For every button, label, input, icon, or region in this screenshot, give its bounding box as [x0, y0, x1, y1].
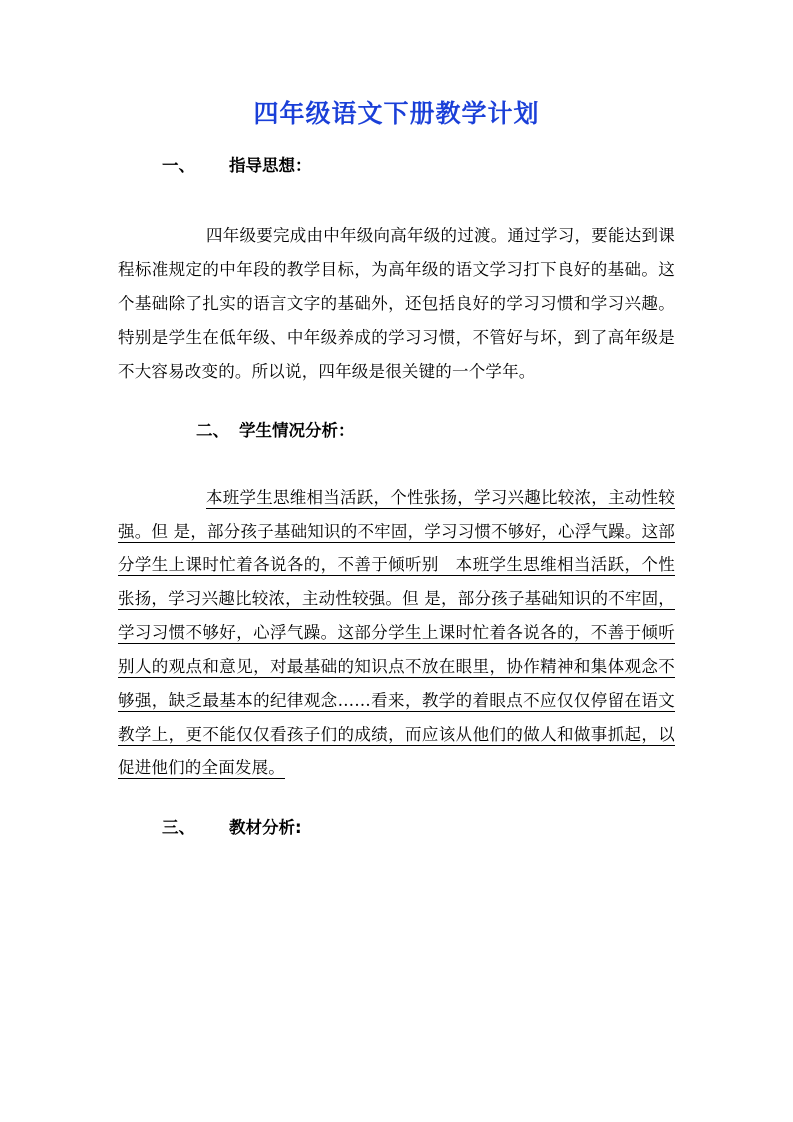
section-number: 二、	[196, 421, 229, 441]
section-number: 三、	[162, 818, 195, 838]
section-heading-guiding-thought	[118, 153, 675, 179]
section-body-text: 本班学生思维相当活跃，个性张扬，学习兴趣比较浓，主动性较强。但 是，部分孩子基础知识的不牢固，学习习惯不够好，心浮气躁。这部分学生上课时忙着各说各的，不善于倾听别 本班学生思维相当活跃，个性张扬，学习兴趣比较浓，主动性较强。但 是，部分孩子基础知识的不牢固，学习习惯不够好，心浮气躁。这部分学生上课时忙着各说各的，不善于倾听别人的观点和意见，对最基础的知识点不放在眼里，协作精神和集体观念不够强，缺乏最基本的纪律观念……看来，教学的着眼点不应仅仅停留在语文教学上，更不能仅仅看孩子们的成绩，而应该从他们的做人和做事抓起，以促进他们的全面发展。	[118, 487, 675, 778]
section-heading-label: 教材分析:	[229, 818, 302, 838]
section-heading-material-analysis	[118, 815, 675, 841]
section-heading-student-analysis	[118, 418, 675, 444]
page-title: 四年级语文下册教学计划	[253, 99, 540, 128]
section-number: 一、	[162, 156, 195, 175]
section-heading-label: 指导思想：	[229, 156, 312, 175]
section-body-guiding-thought	[118, 219, 675, 388]
section-body-text: 四年级要完成由中年级向高年级的过渡。通过学习，要能达到课程标准规定的中年段的教学目标，为高年级的语文学习打下良好的基础。这个基础除了扎实的语言文字的基础外，还包括良好的学习习惯和学习兴趣。特别是学生在低年级、中年级养成的学习习惯，不管好与坏，到了高年级是不大容易改变的。所以说，四年级是很关键的一个学年。	[118, 226, 675, 381]
section-body-student-analysis	[118, 481, 675, 785]
section-heading-label: 学生情况分析：	[239, 421, 355, 441]
